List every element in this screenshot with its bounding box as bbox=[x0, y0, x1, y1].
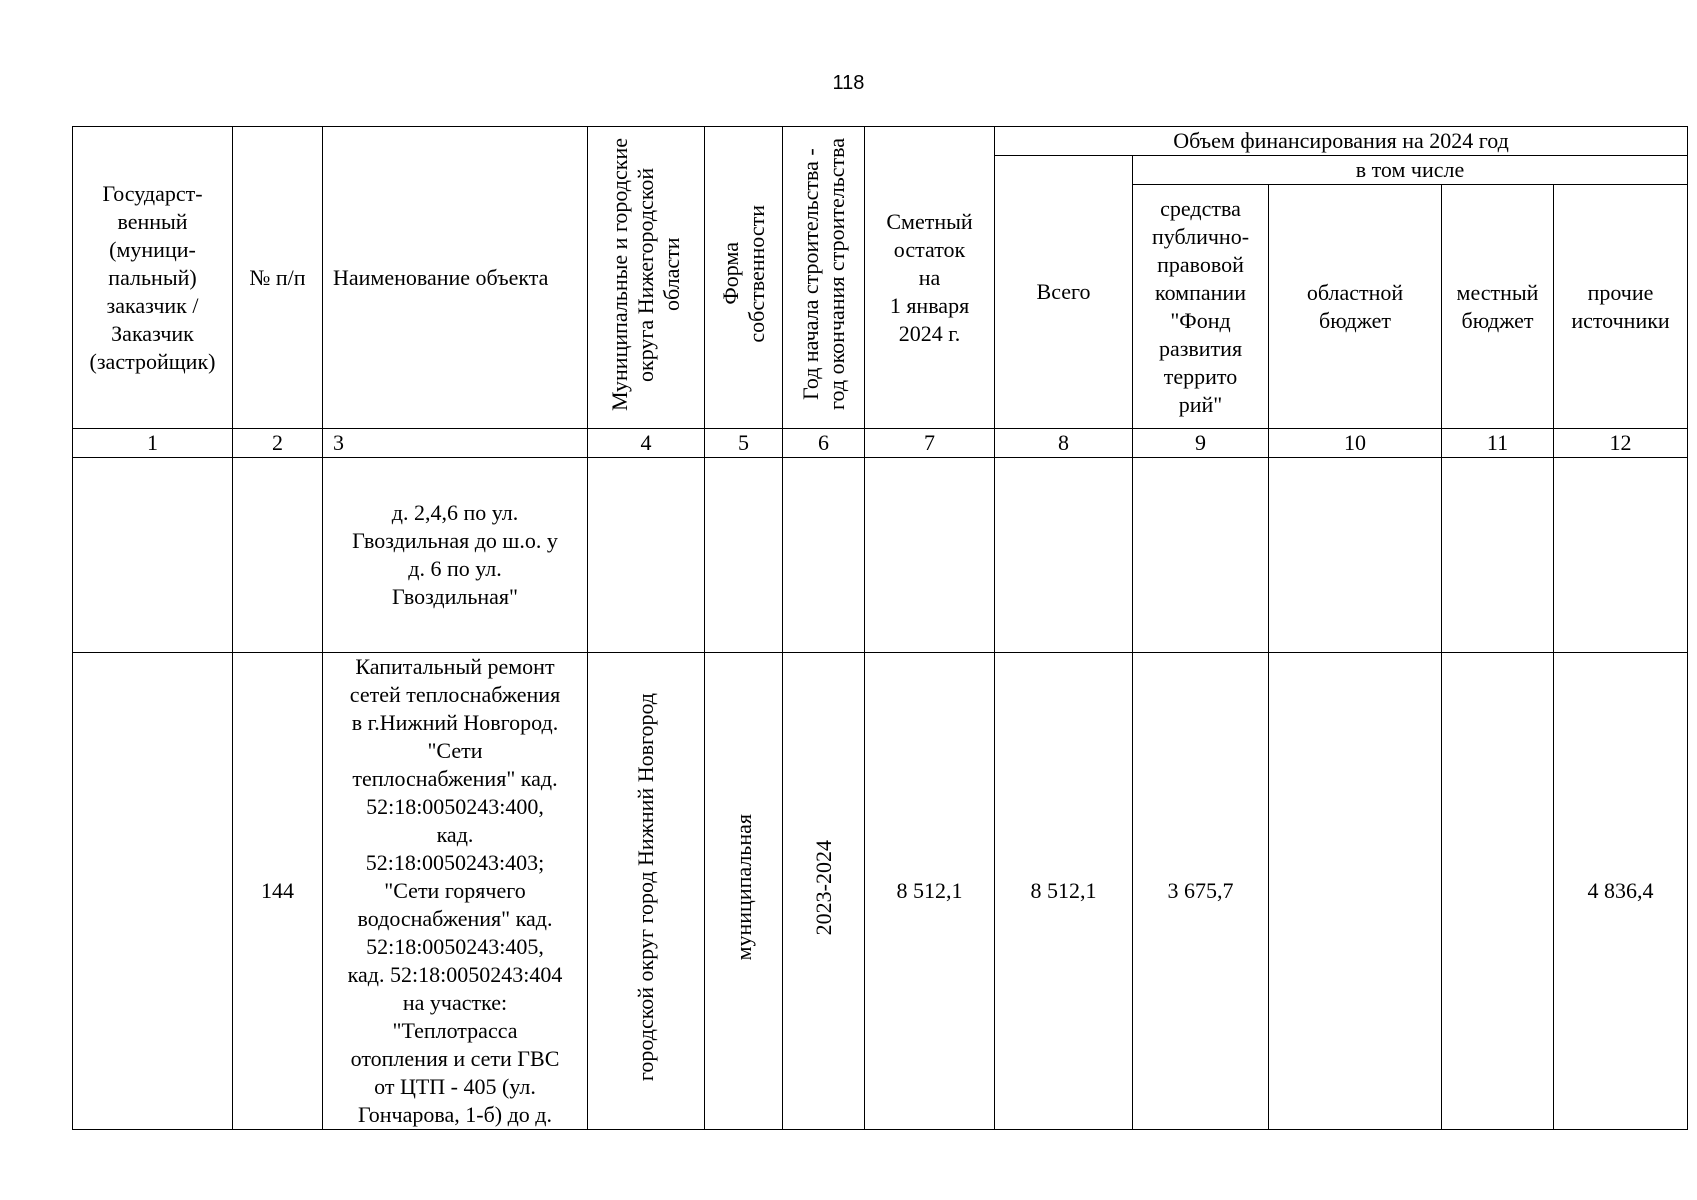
header-estimate bbox=[865, 127, 995, 429]
cell-fund bbox=[1133, 458, 1269, 653]
column-number: 1 bbox=[73, 429, 233, 458]
cell-customer bbox=[73, 458, 233, 653]
cell-fund: 3 675,7 bbox=[1133, 653, 1269, 1130]
header-customer bbox=[73, 127, 233, 429]
header-years-label: Год начала строительства - год окончания строительства bbox=[797, 138, 849, 410]
header-financing-label: Объем финансирования на 2024 год bbox=[1173, 128, 1509, 153]
header-object-name bbox=[323, 127, 588, 429]
column-number: 6 bbox=[783, 429, 865, 458]
cell-estimate: 8 512,1 bbox=[865, 653, 995, 1130]
header-other bbox=[1554, 185, 1688, 429]
cell-object-name: Капитальный ремонт сетей теплоснабжения в г.Нижний Новгород. "Сети теплоснабжения" кад. 52:18:0050243:400, кад. 52:18:0050243:403; "Сети горячего водоснабжения" кад. 52:18:0050243:405, кад. 52:18:0050243:404 на участке: "Теплотрасса отопления и сети ГВС от ЦТП - 405 (ул. Гончарова, 1-б) до д. bbox=[323, 653, 588, 1130]
cell-other: 4 836,4 bbox=[1554, 653, 1688, 1130]
cell-municipality-text: городской округ город Нижний Новгород bbox=[633, 693, 658, 1082]
cell-ownership-text: муниципальная bbox=[730, 814, 756, 961]
cell-years-text: 2023-2024 bbox=[810, 839, 836, 936]
header-number-label: № п/п bbox=[249, 264, 306, 290]
header-years bbox=[783, 127, 865, 429]
cell-number bbox=[233, 458, 323, 653]
column-number: 10 bbox=[1269, 429, 1442, 458]
column-number: 8 bbox=[995, 429, 1133, 458]
table-row bbox=[73, 653, 1688, 1130]
header-municipalities bbox=[588, 127, 705, 429]
cell-customer bbox=[73, 653, 233, 1130]
header-customer-label: Государст- венный (муници- пальный) заказчик / Заказчик (застройщик) bbox=[89, 180, 216, 374]
header-local-label: местный бюджет bbox=[1456, 279, 1539, 333]
cell-ownership bbox=[705, 653, 783, 1130]
cell-regional bbox=[1269, 653, 1442, 1130]
header-local bbox=[1442, 185, 1554, 429]
cell-municipality bbox=[588, 653, 705, 1130]
cell-number: 144 bbox=[233, 653, 323, 1130]
header-including-label: в том числе bbox=[1355, 157, 1465, 182]
column-number: 9 bbox=[1133, 429, 1269, 458]
header-number bbox=[233, 127, 323, 429]
cell-local bbox=[1442, 653, 1554, 1130]
column-numbers-row bbox=[73, 429, 1688, 458]
cell-ownership bbox=[705, 458, 783, 653]
financing-table bbox=[72, 126, 1688, 1130]
column-number: 4 bbox=[588, 429, 705, 458]
header-ownership-label: Форма собственности bbox=[717, 205, 769, 343]
page-number: 118 bbox=[832, 72, 865, 94]
header-estimate-label: Сметный остаток на 1 января 2024 г. bbox=[886, 208, 973, 346]
header-regional bbox=[1269, 185, 1442, 429]
header-object-name-label: Наименование объекта bbox=[333, 264, 549, 290]
column-number: 2 bbox=[233, 429, 323, 458]
cell-municipality bbox=[588, 458, 705, 653]
header-other-label: прочие источники bbox=[1571, 279, 1670, 333]
cell-total: 8 512,1 bbox=[995, 653, 1133, 1130]
column-number: 12 bbox=[1554, 429, 1688, 458]
header-financing bbox=[995, 127, 1688, 156]
cell-estimate bbox=[865, 458, 995, 653]
header-including bbox=[1133, 156, 1688, 185]
header-total bbox=[995, 156, 1133, 429]
header-ownership bbox=[705, 127, 783, 429]
cell-total bbox=[995, 458, 1133, 653]
cell-regional bbox=[1269, 458, 1442, 653]
column-number: 7 bbox=[865, 429, 995, 458]
cell-object-name: д. 2,4,6 по ул. Гвоздильная до ш.о. у д. 6 по ул. Гвоздильная" bbox=[323, 458, 588, 653]
cell-years bbox=[783, 458, 865, 653]
cell-other bbox=[1554, 458, 1688, 653]
column-number: 11 bbox=[1442, 429, 1554, 458]
header-fund-label: средства публично- правовой компании "Фонд развития террито рий" bbox=[1151, 195, 1250, 417]
column-number: 3 bbox=[323, 429, 588, 458]
column-number: 5 bbox=[705, 429, 783, 458]
header-fund bbox=[1133, 185, 1269, 429]
header-municipalities-label: Муниципальные и городские округа Нижегородской области bbox=[607, 137, 684, 411]
table-row bbox=[73, 458, 1688, 653]
cell-local bbox=[1442, 458, 1554, 653]
header-regional-label: областной бюджет bbox=[1306, 279, 1404, 333]
cell-years bbox=[783, 653, 865, 1130]
header-total-label: Всего bbox=[1036, 279, 1091, 304]
